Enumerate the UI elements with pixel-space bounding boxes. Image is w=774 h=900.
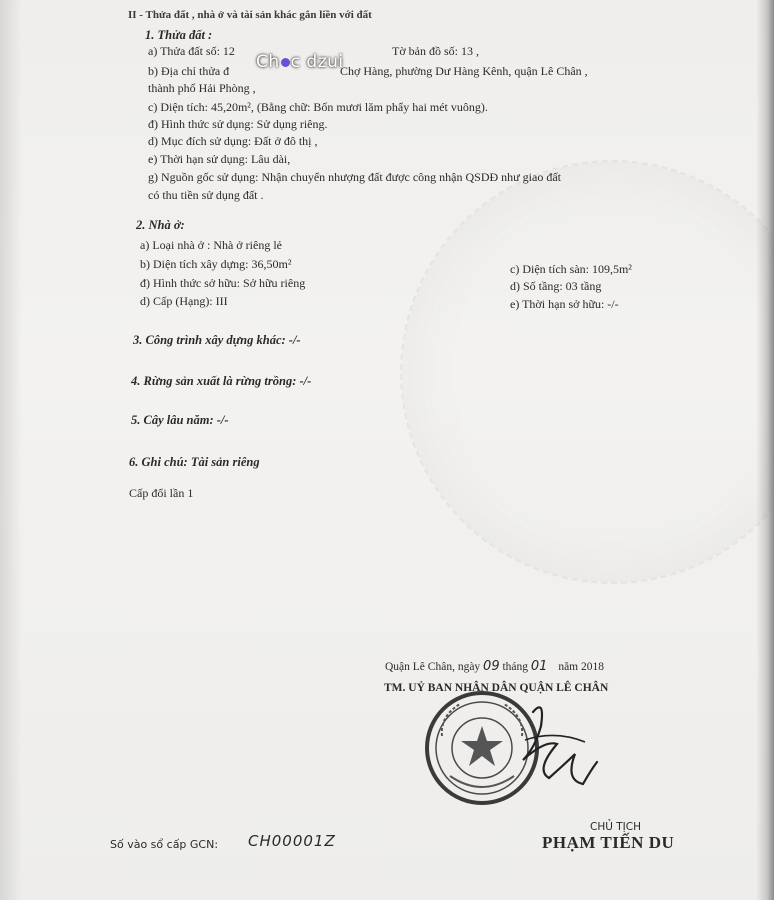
land-use-term: e) Thời hạn sử dụng: Lâu dài, xyxy=(148,152,291,166)
land-origin-line2: có thu tiền sử dụng đất . xyxy=(148,188,264,202)
house-type: a) Loại nhà ở : Nhà ở riêng lẻ xyxy=(140,238,282,252)
land-plot-number: a) Thửa đất số: 12 xyxy=(148,44,235,58)
house-grade: d) Cấp (Hạng): III xyxy=(140,294,228,308)
watermark-text-left: Ch xyxy=(256,52,280,72)
house-ownership-term: e) Thời hạn sở hữu: -/- xyxy=(510,297,619,311)
watermark-text-right: c dzui xyxy=(290,52,344,72)
page-left-edge xyxy=(0,0,22,900)
land-address-rest: Chợ Hàng, phường Dư Hàng Kênh, quận Lê Chân , xyxy=(340,64,588,78)
house-floors: d) Số tầng: 03 tầng xyxy=(510,279,602,293)
date-month-label: tháng xyxy=(502,661,529,673)
signature-icon xyxy=(505,700,605,795)
production-forest: 4. Rừng sản xuất là rừng trồng: -/- xyxy=(131,374,312,388)
house-build-area: b) Diện tích xây dựng: 36,50m² xyxy=(140,257,292,271)
signer-name: PHẠM TIẾN DU xyxy=(542,833,675,852)
land-address-city: thành phố Hải Phòng , xyxy=(148,81,256,95)
registry-label: Số vào sổ cấp GCN: xyxy=(110,838,219,851)
background-seal-watermark xyxy=(400,160,774,584)
land-map-sheet: Tờ bản đồ số: 13 , xyxy=(392,44,480,58)
place-date-prefix: Quận Lê Chân, ngày xyxy=(385,661,481,673)
place-date xyxy=(385,660,604,674)
land-area: c) Diện tích: 45,20m², (Bằng chữ: Bốn mươi lăm phẩy hai mét vuông). xyxy=(148,100,488,114)
notes: 6. Ghi chú: Tài sản riêng xyxy=(129,455,260,469)
date-year: năm 2018 xyxy=(558,661,605,673)
land-address-label: b) Địa chỉ thửa đ xyxy=(148,64,230,78)
house-ownership-form: đ) Hình thức sở hữu: Sở hữu riêng xyxy=(140,276,306,290)
land-use-form: đ) Hình thức sử dụng: Sử dụng riêng. xyxy=(148,117,328,131)
land-use-purpose: d) Mục đích sử dụng: Đất ở đô thị , xyxy=(148,134,318,148)
date-day: 09 xyxy=(483,659,500,674)
reissue-note: Cấp đổi lần 1 xyxy=(129,486,194,500)
registry-number: CH00001Z xyxy=(248,832,336,850)
land-origin-line1: g) Nguồn gốc sử dụng: Nhận chuyển nhượng đất được công nhận QSDĐ như giao đất xyxy=(148,170,561,184)
house-floor-area: c) Diện tích sàn: 109,5m² xyxy=(510,262,632,276)
other-construction: 3. Công trình xây dựng khác: -/- xyxy=(133,333,301,347)
watermark-dot-icon xyxy=(281,58,290,67)
date-month: 01 xyxy=(530,659,548,674)
section-heading-top: II - Thửa đất , nhà ở và tài sản khác gắn liền với đất xyxy=(128,9,372,21)
signer-role: CHỦ TỊCH xyxy=(590,821,641,833)
watermark-logo xyxy=(256,52,344,72)
land-title: 1. Thửa đất : xyxy=(145,28,213,42)
authority-line: TM. UỶ BAN NHÂN DÂN QUẬN LÊ CHÂN xyxy=(384,682,609,694)
house-title: 2. Nhà ở: xyxy=(136,218,185,232)
perennial-trees: 5. Cây lâu năm: -/- xyxy=(131,413,229,427)
